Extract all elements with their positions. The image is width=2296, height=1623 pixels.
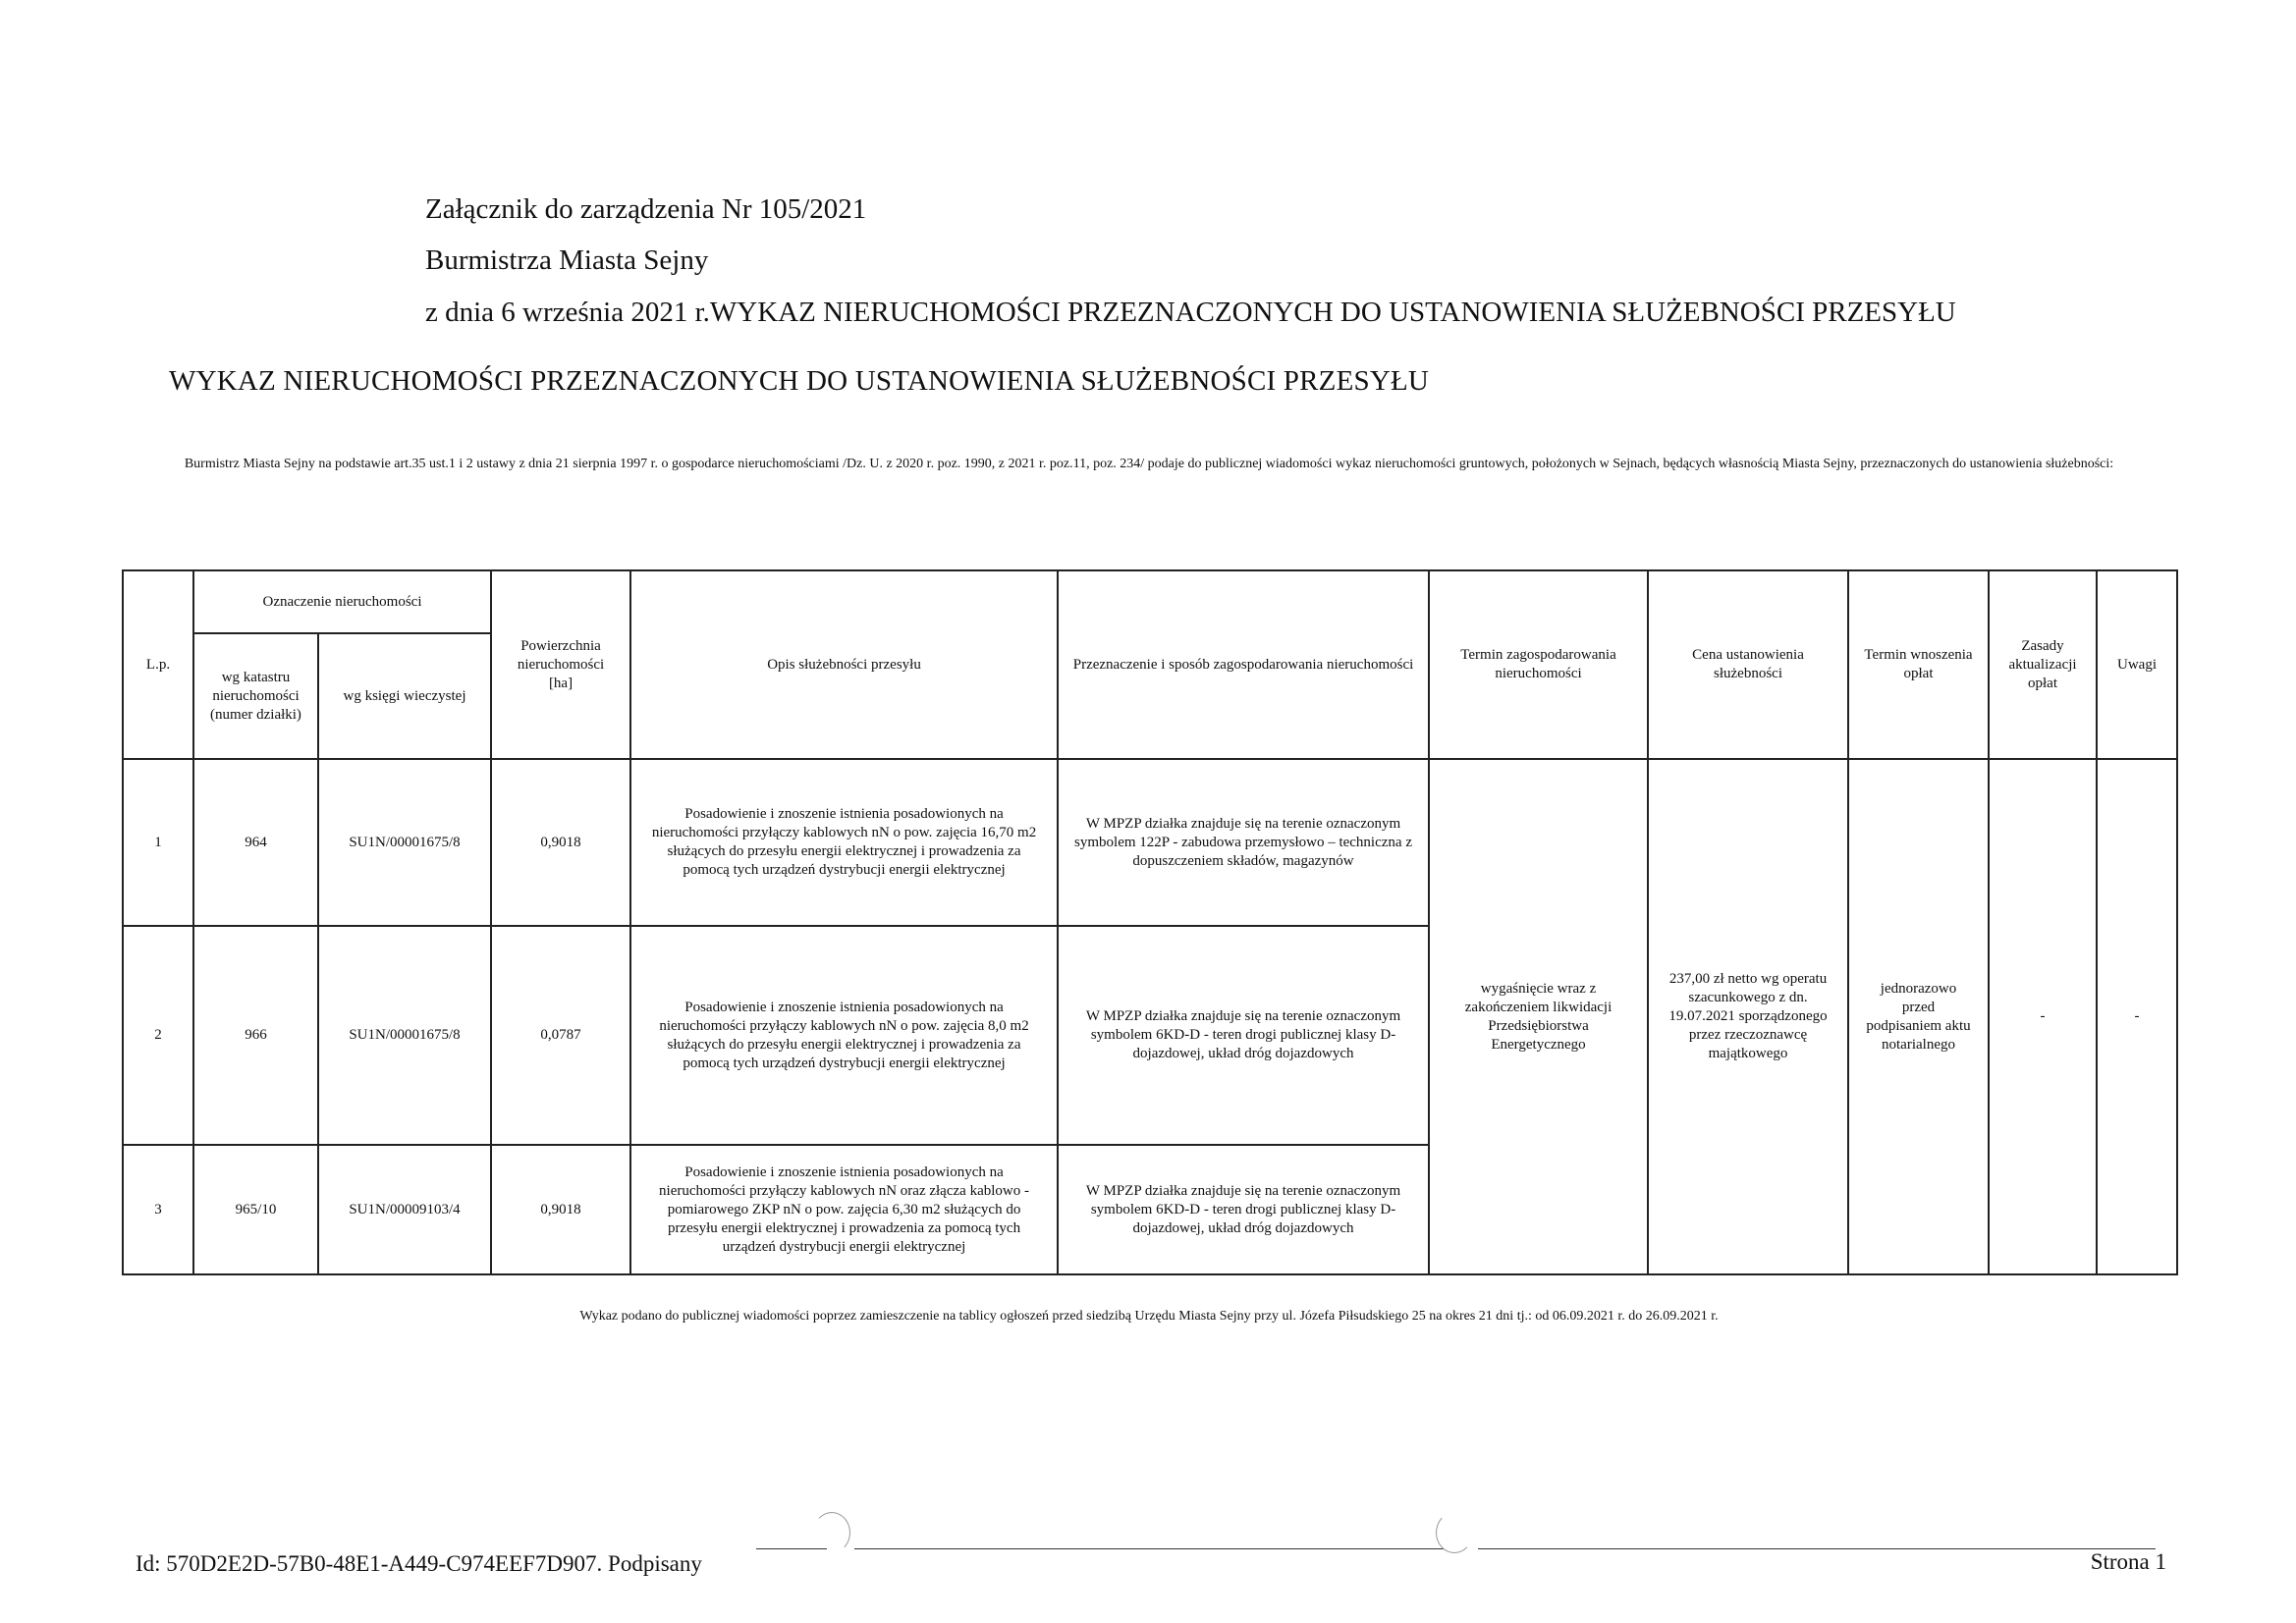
row-lp: 3: [123, 1145, 193, 1274]
footer-rule-middle: [854, 1548, 1444, 1549]
intro-paragraph: Burmistrz Miasta Sejny na podstawie art.35 ust.1 i 2 ustawy z dnia 21 sierpnia 1997 r. o gospodarce nieruchomościami /Dz. U. z 2020 r. poz. 1990, z 2021 r. poz.11, poz. 234/ podaje do publicznej wiadomości wykaz nieruchomości gruntowych, położonych w Sejnach, będących własnością Miasta Sejny, przeznaczonych do ustanowienia służebności:: [184, 457, 2114, 471]
header-oznaczenie: Oznaczenie nieruchomości: [193, 570, 491, 633]
property-table: [122, 569, 2178, 1275]
shared-termin-zagospodarowania: wygaśnięcie wraz z zakończeniem likwidacji Przedsiębiorstwa Energetycznego: [1429, 759, 1648, 1274]
row-ksiega: SU1N/00001675/8: [318, 759, 491, 926]
row-lp: 2: [123, 926, 193, 1145]
row-przeznaczenie: W MPZP działka znajduje się na terenie oznaczonym symbolem 6KD-D - teren drogi publicznej klasy D-dojazdowej, układ dróg dojazdowych: [1058, 926, 1429, 1145]
row-przeznaczenie: W MPZP działka znajduje się na terenie oznaczonym symbolem 122P - zabudowa przemysłowo – techniczna z dopuszczeniem składów, magazynów: [1058, 759, 1429, 926]
document-title: WYKAZ NIERUCHOMOŚCI PRZEZNACZONYCH DO USTANOWIENIA SŁUŻEBNOŚCI PRZESYŁU: [169, 365, 1430, 397]
header-termin-zagospodarowania: Termin zagospodarowania nieruchomości: [1429, 570, 1648, 759]
header-opis: Opis służebności przesyłu: [630, 570, 1058, 759]
footer-rule-right: [1478, 1548, 2156, 1549]
row-dzialka: 966: [193, 926, 318, 1145]
header-termin-oplat: Termin wnoszenia opłat: [1848, 570, 1989, 759]
header-uwagi: Uwagi: [2097, 570, 2177, 759]
row-powierzchnia: 0,0787: [491, 926, 630, 1145]
header-line-2: Burmistrza Miasta Sejny: [425, 244, 709, 276]
row-powierzchnia: 0,9018: [491, 1145, 630, 1274]
row-opis: Posadowienie i znoszenie istnienia posadowionych na nieruchomości przyłączy kablowych nN o pow. zajęcia 8,0 m2 służących do przesyłu energii elektrycznej i prowadzenia za pomocą tych urządzeń dystrybucji energii elektrycznej: [630, 926, 1058, 1145]
row-dzialka: 965/10: [193, 1145, 318, 1274]
header-line-3: z dnia 6 września 2021 r.WYKAZ NIERUCHOMOŚCI PRZEZNACZONYCH DO USTANOWIENIA SŁUŻEBNOŚCI PRZESYŁU: [425, 297, 1956, 328]
shared-termin-oplat: jednorazowo przed podpisaniem aktu notarialnego: [1848, 759, 1989, 1274]
header-zasady: Zasady aktualizacji opłat: [1989, 570, 2097, 759]
header-ksiega: wg księgi wieczystej: [318, 633, 491, 759]
page-number: Strona 1: [2090, 1549, 2166, 1574]
header-katastr: wg katastru nieruchomości (numer działki): [193, 633, 318, 759]
header-line-1: Załącznik do zarządzenia Nr 105/2021: [425, 193, 867, 225]
document-id: Id: 570D2E2D-57B0-48E1-A449-C974EEF7D907. Podpisany: [136, 1551, 702, 1576]
header-powierzchnia: Powierzchnia nieruchomości [ha]: [491, 570, 630, 759]
row-ksiega: SU1N/00001675/8: [318, 926, 491, 1145]
stamp-mark-right: [1436, 1512, 1473, 1553]
shared-uwagi: -: [2097, 759, 2177, 1274]
row-opis: Posadowienie i znoszenie istnienia posadowionych na nieruchomości przyłączy kablowych nN oraz złącza kablowo - pomiarowego ZKP nN o pow. zajęcia 6,30 m2 służących do przesyłu energii elektrycznej i prowadzenia za pomocą tych urządzeń dystrybucji energii elektrycznej: [630, 1145, 1058, 1274]
publication-note: Wykaz podano do publicznej wiadomości poprzez zamieszczenie na tablicy ogłoszeń przed siedzibą Urzędu Miasta Sejny przy ul. Józefa Piłsudskiego 25 na okres 21 dni tj.: od 06.09.2021 r. do 26.09.2021 r.: [579, 1309, 1719, 1324]
header-przeznaczenie: Przeznaczenie i sposób zagospodarowania nieruchomości: [1058, 570, 1429, 759]
row-dzialka: 964: [193, 759, 318, 926]
row-opis: Posadowienie i znoszenie istnienia posadowionych na nieruchomości przyłączy kablowych nN o pow. zajęcia 16,70 m2 służących do przesyłu energii elektrycznej i prowadzenia za pomocą tych urządzeń dystrybucji energii elektrycznej: [630, 759, 1058, 926]
footer-rule-left: [756, 1548, 827, 1549]
shared-zasady: -: [1989, 759, 2097, 1274]
row-przeznaczenie: W MPZP działka znajduje się na terenie oznaczonym symbolem 6KD-D - teren drogi publicznej klasy D-dojazdowej, układ dróg dojazdowych: [1058, 1145, 1429, 1274]
table-row: [123, 759, 2177, 926]
header-lp: L.p.: [123, 570, 193, 759]
row-powierzchnia: 0,9018: [491, 759, 630, 926]
row-lp: 1: [123, 759, 193, 926]
row-ksiega: SU1N/00009103/4: [318, 1145, 491, 1274]
shared-cena: 237,00 zł netto wg operatu szacunkowego z dn. 19.07.2021 sporządzonego przez rzeczoznawcę majątkowego: [1648, 759, 1848, 1274]
stamp-mark-left: [813, 1512, 850, 1553]
header-cena: Cena ustanowienia służebności: [1648, 570, 1848, 759]
